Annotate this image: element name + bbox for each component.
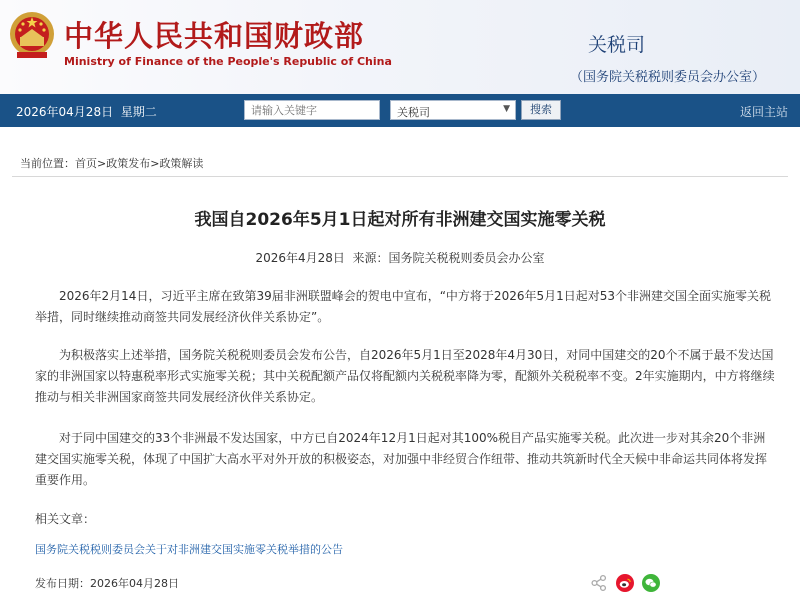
article-date: 2026年4月28日	[255, 251, 345, 265]
article-source-label: 来源：	[352, 251, 389, 265]
weibo-icon[interactable]	[616, 574, 634, 592]
department-title: 关税司	[588, 34, 646, 56]
department-subtitle: （国务院关税税则委员会办公室）	[570, 70, 766, 85]
search-input[interactable]	[244, 100, 380, 120]
ministry-name-cn: 中华人民共和国财政部	[64, 19, 365, 53]
share-icon[interactable]	[590, 574, 608, 592]
back-to-main-site-link[interactable]: 返回主站	[740, 105, 789, 119]
article-source: 国务院关税税则委员会办公室	[388, 251, 545, 265]
article-paragraph: 2026年2月14日，习近平主席在致第39届非洲联盟峰会的贺电中宣布，“中方将于2026年5月1日起对53个非洲建交国全面实施零关税举措，同时继续推动商签共同发展经济伙伴关系协定”。	[35, 289, 772, 324]
breadcrumb-separator: >	[97, 157, 107, 170]
breadcrumb	[20, 155, 203, 171]
related-article-link[interactable]: 国务院关税税则委员会关于对非洲建交国实施零关税举措的公告	[35, 543, 343, 556]
publish-date-value: 2026年04月28日	[90, 577, 179, 590]
breadcrumb-divider	[12, 176, 788, 177]
date-text: 2026年04月28日	[16, 105, 114, 119]
publish-date-label: 发布日期：	[35, 577, 90, 590]
article-paragraph: 对于同中国建交的33个非洲最不发达国家，中方已自2024年12月1日起对其100%税目产品实施零关税。此次进一步对其余20个非洲建交国实施零关税，体现了中国扩大高水平对外开放的积极姿态，对加强中非经贸合作纽带、推动共筑新时代全天候中非命运共同体将发挥重要作用。	[35, 431, 768, 487]
ministry-name-en: Ministry of Finance of the People's Republic of China	[64, 55, 392, 68]
search-scope-value: 关税司	[397, 106, 430, 119]
national-emblem-icon	[9, 10, 55, 60]
related-articles-label: 相关文章：	[35, 512, 96, 526]
breadcrumb-policy-interpretation[interactable]: 政策解读	[159, 157, 204, 170]
nav-bar	[0, 94, 800, 127]
article-paragraph: 为积极落实上述举措，国务院关税税则委员会发布公告，自2026年5月1日至2028年4月30日，对同中国建交的20个不属于最不发达国家的非洲国家以特惠税率形式实施零关税；其中关税配额产品仅将配额内关税税率降为零，配额外关税税率不变。2年实施期内，中方将继续推动与相关非洲国家商签共同发展经济伙伴关系协定。	[35, 348, 775, 404]
search-button[interactable]: 搜索	[521, 100, 561, 120]
publish-date	[35, 575, 179, 591]
breadcrumb-home[interactable]: 首页	[75, 157, 97, 170]
site-header	[0, 0, 800, 94]
weekday-text: 星期二	[120, 105, 157, 119]
breadcrumb-separator: >	[150, 157, 160, 170]
wechat-icon[interactable]	[642, 574, 660, 592]
breadcrumb-policy-release[interactable]: 政策发布	[106, 157, 151, 170]
article-meta	[0, 249, 800, 266]
article-title: 我国自2026年5月1日起对所有非洲建交国实施零关税	[194, 210, 606, 230]
chevron-down-icon: ▼	[503, 104, 510, 114]
search-scope-select[interactable]	[390, 100, 516, 120]
current-date	[16, 103, 157, 120]
breadcrumb-prefix: 当前位置：	[20, 157, 75, 170]
